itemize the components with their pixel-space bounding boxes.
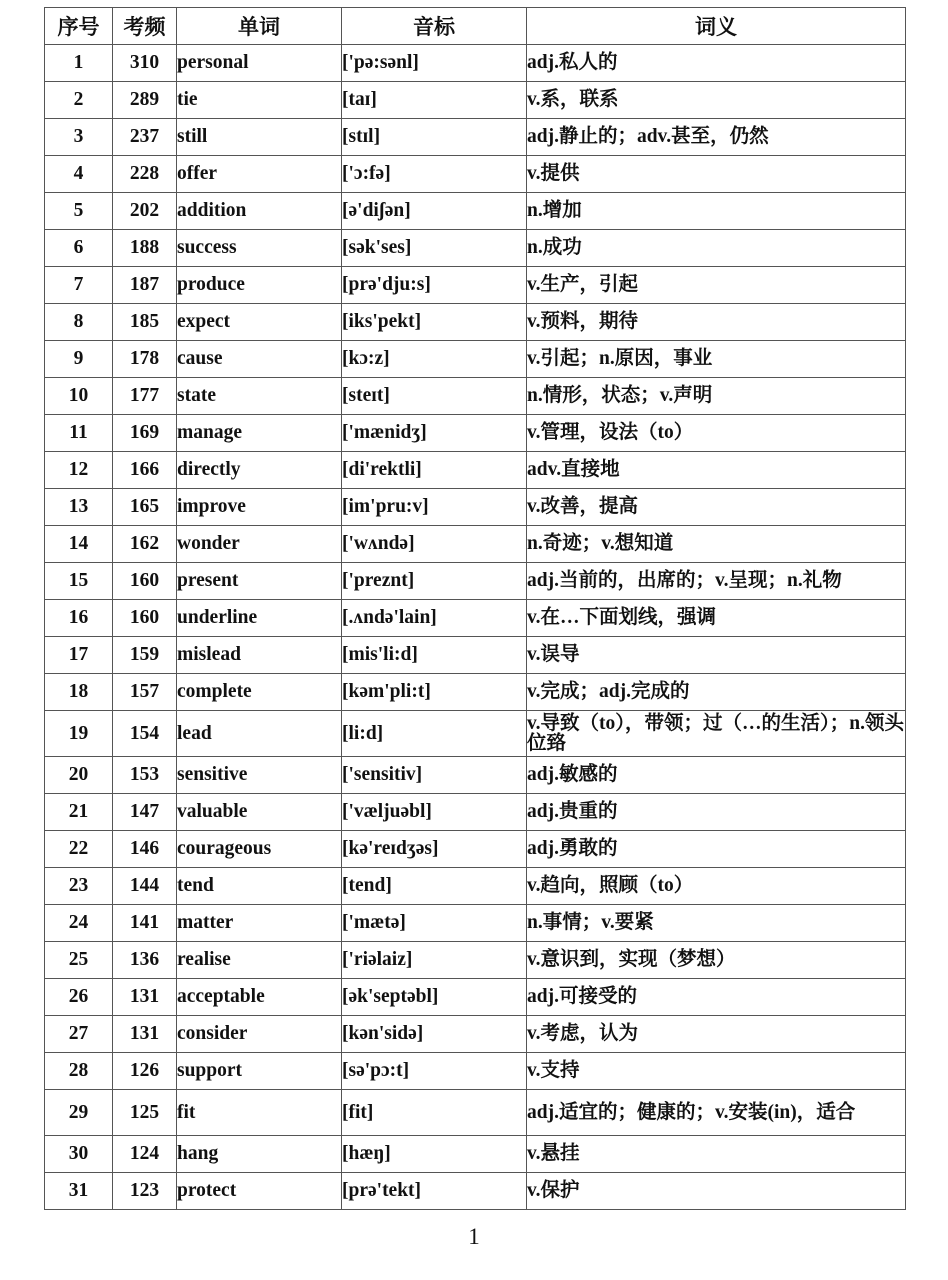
- row-number-cell: 21: [45, 794, 113, 831]
- meaning-cell: adj.私人的: [527, 45, 906, 82]
- meaning-cell: v.管理，设法（to）: [527, 415, 906, 452]
- phonetic-cell: [mis'li:d]: [342, 637, 527, 674]
- exam-frequency-cell: 162: [113, 526, 177, 563]
- row-number-cell: 9: [45, 341, 113, 378]
- row-number-cell: 23: [45, 868, 113, 905]
- table-row: [45, 119, 906, 156]
- exam-frequency-cell: 202: [113, 193, 177, 230]
- table-row: [45, 794, 906, 831]
- row-number-cell: 30: [45, 1136, 113, 1173]
- table-row: [45, 341, 906, 378]
- row-number-cell: 29: [45, 1090, 113, 1136]
- meaning-cell: n.情形，状态；v.声明: [527, 378, 906, 415]
- word-cell: acceptable: [177, 979, 342, 1016]
- phonetic-cell: [prə'tekt]: [342, 1173, 527, 1210]
- phonetic-cell: [stɪl]: [342, 119, 527, 156]
- word-cell: underline: [177, 600, 342, 637]
- exam-frequency-cell: 126: [113, 1053, 177, 1090]
- table-row: [45, 1136, 906, 1173]
- header-phonetic: 音标: [342, 8, 527, 45]
- meaning-cell: adj.敏感的: [527, 757, 906, 794]
- phonetic-cell: ['væljuəbl]: [342, 794, 527, 831]
- word-cell: state: [177, 378, 342, 415]
- phonetic-cell: [kɔ:z]: [342, 341, 527, 378]
- word-cell: addition: [177, 193, 342, 230]
- exam-frequency-cell: 166: [113, 452, 177, 489]
- phonetic-cell: [ək'septəbl]: [342, 979, 527, 1016]
- word-cell: improve: [177, 489, 342, 526]
- phonetic-cell: ['riəlaiz]: [342, 942, 527, 979]
- table-row: [45, 831, 906, 868]
- row-number-cell: 28: [45, 1053, 113, 1090]
- word-cell: lead: [177, 711, 342, 757]
- phonetic-cell: ['pə:sənl]: [342, 45, 527, 82]
- phonetic-cell: [.ʌndə'lain]: [342, 600, 527, 637]
- meaning-cell: v.趋向，照顾（to）: [527, 868, 906, 905]
- table-body: [45, 45, 906, 1210]
- row-number-cell: 16: [45, 600, 113, 637]
- word-cell: consider: [177, 1016, 342, 1053]
- phonetic-cell: [steɪt]: [342, 378, 527, 415]
- word-cell: tend: [177, 868, 342, 905]
- meaning-cell: adj.贵重的: [527, 794, 906, 831]
- meaning-cell: n.奇迹；v.想知道: [527, 526, 906, 563]
- phonetic-cell: ['wʌndə]: [342, 526, 527, 563]
- table-row: [45, 193, 906, 230]
- table-row: [45, 489, 906, 526]
- word-cell: present: [177, 563, 342, 600]
- row-number-cell: 12: [45, 452, 113, 489]
- header-frequency: 考频: [113, 8, 177, 45]
- exam-frequency-cell: 160: [113, 563, 177, 600]
- table-row: [45, 230, 906, 267]
- word-cell: support: [177, 1053, 342, 1090]
- row-number-cell: 26: [45, 979, 113, 1016]
- phonetic-cell: [sə'pɔ:t]: [342, 1053, 527, 1090]
- exam-frequency-cell: 185: [113, 304, 177, 341]
- table-row: [45, 304, 906, 341]
- row-number-cell: 17: [45, 637, 113, 674]
- table-row: [45, 378, 906, 415]
- word-cell: expect: [177, 304, 342, 341]
- exam-frequency-cell: 289: [113, 82, 177, 119]
- meaning-cell: adj.适宜的；健康的；v.安装(in)，适合: [527, 1090, 906, 1136]
- phonetic-cell: [kəm'pli:t]: [342, 674, 527, 711]
- header-no: 序号: [45, 8, 113, 45]
- exam-frequency-cell: 165: [113, 489, 177, 526]
- table-row: [45, 711, 906, 757]
- word-cell: sensitive: [177, 757, 342, 794]
- meaning-cell: v.引起；n.原因，事业: [527, 341, 906, 378]
- phonetic-cell: [sək'ses]: [342, 230, 527, 267]
- table-row: [45, 868, 906, 905]
- vocabulary-sheet: [44, 7, 905, 1210]
- exam-frequency-cell: 178: [113, 341, 177, 378]
- table-row: [45, 82, 906, 119]
- word-cell: produce: [177, 267, 342, 304]
- meaning-cell: n.事情；v.要紧: [527, 905, 906, 942]
- word-cell: valuable: [177, 794, 342, 831]
- phonetic-cell: ['preznt]: [342, 563, 527, 600]
- row-number-cell: 5: [45, 193, 113, 230]
- header-word: 单词: [177, 8, 342, 45]
- word-cell: protect: [177, 1173, 342, 1210]
- meaning-cell: v.考虑，认为: [527, 1016, 906, 1053]
- row-number-cell: 31: [45, 1173, 113, 1210]
- table-row: [45, 637, 906, 674]
- phonetic-cell: [fit]: [342, 1090, 527, 1136]
- word-cell: mislead: [177, 637, 342, 674]
- exam-frequency-cell: 131: [113, 1016, 177, 1053]
- word-cell: tie: [177, 82, 342, 119]
- word-cell: realise: [177, 942, 342, 979]
- meaning-cell: adj.勇敢的: [527, 831, 906, 868]
- exam-frequency-cell: 147: [113, 794, 177, 831]
- phonetic-cell: [prə'dju:s]: [342, 267, 527, 304]
- word-cell: complete: [177, 674, 342, 711]
- row-number-cell: 6: [45, 230, 113, 267]
- meaning-cell: v.提供: [527, 156, 906, 193]
- exam-frequency-cell: 131: [113, 979, 177, 1016]
- word-cell: directly: [177, 452, 342, 489]
- header-meaning: 词义: [527, 8, 906, 45]
- exam-frequency-cell: 188: [113, 230, 177, 267]
- table-row: [45, 1090, 906, 1136]
- table-row: [45, 45, 906, 82]
- table-row: [45, 1173, 906, 1210]
- table-row: [45, 942, 906, 979]
- table-row: [45, 526, 906, 563]
- exam-frequency-cell: 136: [113, 942, 177, 979]
- word-cell: manage: [177, 415, 342, 452]
- row-number-cell: 25: [45, 942, 113, 979]
- word-cell: wonder: [177, 526, 342, 563]
- phonetic-cell: [tend]: [342, 868, 527, 905]
- meaning-cell: adj.当前的，出席的；v.呈现；n.礼物: [527, 563, 906, 600]
- meaning-cell: v.导致（to），带领；过（…的生活）；n.领头位臵: [527, 711, 906, 757]
- row-number-cell: 14: [45, 526, 113, 563]
- phonetic-cell: [di'rektli]: [342, 452, 527, 489]
- word-cell: personal: [177, 45, 342, 82]
- exam-frequency-cell: 160: [113, 600, 177, 637]
- phonetic-cell: ['ɔ:fə]: [342, 156, 527, 193]
- meaning-cell: v.改善，提高: [527, 489, 906, 526]
- meaning-cell: v.支持: [527, 1053, 906, 1090]
- exam-frequency-cell: 157: [113, 674, 177, 711]
- row-number-cell: 13: [45, 489, 113, 526]
- phonetic-cell: ['mætə]: [342, 905, 527, 942]
- word-cell: success: [177, 230, 342, 267]
- phonetic-cell: [iks'pekt]: [342, 304, 527, 341]
- phonetic-cell: [hæŋ]: [342, 1136, 527, 1173]
- word-cell: still: [177, 119, 342, 156]
- phonetic-cell: [kə'reɪdʒəs]: [342, 831, 527, 868]
- page-number: 1: [468, 1224, 480, 1249]
- exam-frequency-cell: 169: [113, 415, 177, 452]
- meaning-cell: v.保护: [527, 1173, 906, 1210]
- row-number-cell: 10: [45, 378, 113, 415]
- phonetic-cell: [taɪ]: [342, 82, 527, 119]
- table-row: [45, 415, 906, 452]
- table-row: [45, 757, 906, 794]
- phonetic-cell: [im'pru:v]: [342, 489, 527, 526]
- vocabulary-table: [44, 7, 906, 1210]
- row-number-cell: 7: [45, 267, 113, 304]
- exam-frequency-cell: 228: [113, 156, 177, 193]
- exam-frequency-cell: 146: [113, 831, 177, 868]
- phonetic-cell: [kən'sidə]: [342, 1016, 527, 1053]
- row-number-cell: 22: [45, 831, 113, 868]
- meaning-cell: adj.静止的；adv.甚至，仍然: [527, 119, 906, 156]
- exam-frequency-cell: 123: [113, 1173, 177, 1210]
- phonetic-cell: ['sensitiv]: [342, 757, 527, 794]
- meaning-cell: v.系，联系: [527, 82, 906, 119]
- row-number-cell: 11: [45, 415, 113, 452]
- row-number-cell: 24: [45, 905, 113, 942]
- meaning-cell: adv.直接地: [527, 452, 906, 489]
- table-row: [45, 563, 906, 600]
- exam-frequency-cell: 177: [113, 378, 177, 415]
- meaning-cell: v.悬挂: [527, 1136, 906, 1173]
- row-number-cell: 27: [45, 1016, 113, 1053]
- table-row: [45, 156, 906, 193]
- meaning-cell: v.在…下面划线，强调: [527, 600, 906, 637]
- meaning-cell: n.增加: [527, 193, 906, 230]
- exam-frequency-cell: 153: [113, 757, 177, 794]
- row-number-cell: 4: [45, 156, 113, 193]
- meaning-cell: v.完成；adj.完成的: [527, 674, 906, 711]
- row-number-cell: 15: [45, 563, 113, 600]
- table-row: [45, 1053, 906, 1090]
- exam-frequency-cell: 125: [113, 1090, 177, 1136]
- meaning-cell: v.生产，引起: [527, 267, 906, 304]
- row-number-cell: 1: [45, 45, 113, 82]
- row-number-cell: 2: [45, 82, 113, 119]
- row-number-cell: 18: [45, 674, 113, 711]
- table-row: [45, 600, 906, 637]
- exam-frequency-cell: 237: [113, 119, 177, 156]
- word-cell: fit: [177, 1090, 342, 1136]
- table-row: [45, 1016, 906, 1053]
- row-number-cell: 19: [45, 711, 113, 757]
- exam-frequency-cell: 141: [113, 905, 177, 942]
- table-header-row: [45, 8, 906, 45]
- table-row: [45, 452, 906, 489]
- row-number-cell: 3: [45, 119, 113, 156]
- exam-frequency-cell: 124: [113, 1136, 177, 1173]
- row-number-cell: 20: [45, 757, 113, 794]
- phonetic-cell: [ə'diʃən]: [342, 193, 527, 230]
- exam-frequency-cell: 159: [113, 637, 177, 674]
- exam-frequency-cell: 310: [113, 45, 177, 82]
- exam-frequency-cell: 154: [113, 711, 177, 757]
- word-cell: hang: [177, 1136, 342, 1173]
- word-cell: courageous: [177, 831, 342, 868]
- meaning-cell: adj.可接受的: [527, 979, 906, 1016]
- word-cell: matter: [177, 905, 342, 942]
- phonetic-cell: ['mænidʒ]: [342, 415, 527, 452]
- table-row: [45, 979, 906, 1016]
- exam-frequency-cell: 187: [113, 267, 177, 304]
- exam-frequency-cell: 144: [113, 868, 177, 905]
- word-cell: offer: [177, 156, 342, 193]
- meaning-cell: v.预料，期待: [527, 304, 906, 341]
- word-cell: cause: [177, 341, 342, 378]
- phonetic-cell: [li:d]: [342, 711, 527, 757]
- table-row: [45, 267, 906, 304]
- table-row: [45, 905, 906, 942]
- table-row: [45, 674, 906, 711]
- row-number-cell: 8: [45, 304, 113, 341]
- meaning-cell: v.误导: [527, 637, 906, 674]
- meaning-cell: n.成功: [527, 230, 906, 267]
- meaning-cell: v.意识到，实现（梦想）: [527, 942, 906, 979]
